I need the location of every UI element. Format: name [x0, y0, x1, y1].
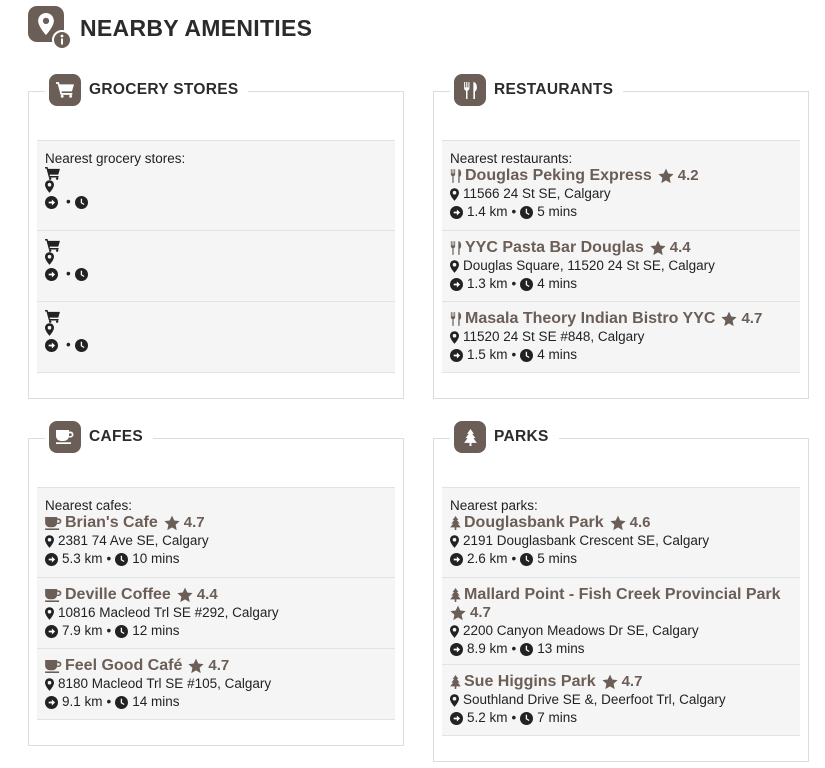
star-icon — [602, 674, 618, 690]
place-address: Douglas Square, 11520 24 St SE, Calgary — [463, 258, 715, 273]
star-icon — [164, 515, 180, 531]
parks-list — [442, 487, 800, 736]
travel-time: 4 mins — [537, 276, 578, 291]
rating: 4.7 — [470, 604, 491, 621]
distance: 2.6 km — [467, 551, 508, 566]
page-header — [28, 4, 312, 52]
list-item[interactable]: Mallard Point - Fish Creek Provincial Park 4.7 2200 Canyon Meadows Dr SE, Calgary 8.9 km • 13 mins — [442, 578, 800, 665]
place-name[interactable]: Deville Coffee — [65, 586, 171, 603]
map-pin-icon — [450, 260, 459, 273]
place-name[interactable]: Brian's Cafe — [65, 514, 158, 531]
page-title: NEARBY AMENITIES — [80, 14, 313, 41]
coffee-cup-icon — [45, 589, 62, 602]
grocery-list — [37, 140, 395, 373]
distance: 8.9 km — [467, 641, 508, 656]
arrow-circle-right-icon — [45, 196, 58, 209]
rating: 4.6 — [629, 514, 651, 531]
place-name[interactable]: Masala Theory Indian Bistro YYC — [465, 310, 716, 327]
clock-icon — [115, 553, 128, 566]
clock-icon — [520, 643, 533, 656]
distance: 9.1 km — [62, 694, 103, 709]
place-name[interactable]: Sue Higgins Park — [464, 673, 596, 690]
place-address: 8180 Macleod Trl SE #105, Calgary — [58, 676, 272, 691]
fork-knife-icon — [450, 169, 462, 183]
map-pin-icon — [45, 180, 54, 193]
list-item[interactable]: Masala Theory Indian Bistro YYC 4.7 11520 24 St SE #848, Calgary 1.5 km • 4 mins — [442, 302, 800, 373]
place-name[interactable]: Mallard Point - Fish Creek Provincial Park — [464, 586, 781, 603]
cafes-list — [37, 487, 395, 720]
arrow-circle-right-icon — [45, 625, 58, 638]
place-name[interactable]: Douglasbank Park — [464, 514, 604, 531]
star-icon — [650, 240, 666, 256]
tree-icon — [450, 588, 461, 602]
place-address: 10816 Macleod Trl SE #292, Calgary — [58, 605, 279, 620]
map-pin-icon — [450, 188, 459, 201]
place-address: 2200 Canyon Meadows Dr SE, Calgary — [463, 623, 699, 638]
list-item[interactable]: Nearest parks: Douglasbank Park 4.6 2191 Douglasbank Crescent SE, Calgary 2.6 km • 5 mins — [442, 488, 800, 578]
card-header — [45, 74, 248, 106]
list-intro: Nearest grocery stores: — [45, 151, 186, 166]
rating: 4.4 — [196, 586, 218, 603]
map-pin-icon — [450, 331, 459, 344]
coffee-cup-icon — [49, 421, 81, 453]
list-intro: Nearest cafes: — [45, 498, 133, 513]
arrow-circle-right-icon — [450, 206, 463, 219]
arrow-circle-right-icon — [45, 339, 58, 352]
travel-time: 10 mins — [132, 551, 180, 566]
star-icon — [188, 658, 204, 674]
travel-time: 7 mins — [537, 710, 578, 725]
card-header — [450, 421, 559, 453]
map-pin-info-icon — [28, 6, 72, 50]
card-title: PARKS — [494, 428, 549, 445]
arrow-circle-right-icon — [450, 712, 463, 725]
place-name[interactable]: Feel Good Café — [65, 657, 183, 674]
arrow-circle-right-icon — [450, 278, 463, 291]
clock-icon — [115, 625, 128, 638]
arrow-circle-right-icon — [450, 349, 463, 362]
cart-icon — [49, 74, 81, 106]
coffee-cup-icon — [45, 660, 62, 673]
card-title: GROCERY STORES — [89, 81, 239, 98]
arrow-circle-right-icon — [450, 643, 463, 656]
card-title: RESTAURANTS — [494, 81, 614, 98]
list-item[interactable]: Sue Higgins Park 4.7 Southland Drive SE &, Deerfoot Trl, Calgary 5.2 km • 7 mins — [442, 665, 800, 736]
travel-time: 5 mins — [537, 204, 578, 219]
list-item[interactable]: • — [37, 302, 395, 373]
place-address: 11566 24 St SE, Calgary — [463, 186, 611, 201]
tree-icon — [450, 516, 461, 530]
fork-knife-icon — [454, 74, 486, 106]
cafes-card — [28, 428, 404, 746]
clock-icon — [75, 339, 88, 352]
card-header — [45, 421, 153, 453]
place-name[interactable]: Douglas Peking Express — [465, 167, 652, 184]
arrow-circle-right-icon — [450, 553, 463, 566]
fork-knife-icon — [450, 241, 462, 255]
map-pin-icon — [450, 694, 459, 707]
travel-time: 13 mins — [537, 641, 585, 656]
map-pin-icon — [45, 323, 54, 336]
clock-icon — [520, 553, 533, 566]
rating: 4.7 — [183, 514, 205, 531]
list-item[interactable]: Nearest restaurants: Douglas Peking Express 4.2 11566 24 St SE, Calgary 1.4 km • 5 mins — [442, 141, 800, 231]
fork-knife-icon — [450, 312, 462, 326]
arrow-circle-right-icon — [45, 553, 58, 566]
clock-icon — [520, 278, 533, 291]
place-address: 2381 74 Ave SE, Calgary — [58, 533, 209, 548]
clock-icon — [520, 349, 533, 362]
grocery-stores-card — [28, 81, 404, 399]
place-address: Southland Drive SE &, Deerfoot Trl, Calgary — [463, 692, 726, 707]
place-name[interactable]: YYC Pasta Bar Douglas — [465, 239, 644, 256]
distance: 1.4 km — [467, 204, 508, 219]
list-intro: Nearest restaurants: — [450, 151, 573, 166]
travel-time: 4 mins — [537, 347, 578, 362]
map-pin-icon — [45, 607, 54, 620]
star-icon — [658, 168, 674, 184]
coffee-cup-icon — [45, 517, 62, 530]
clock-icon — [115, 696, 128, 709]
restaurants-card — [433, 81, 809, 399]
restaurants-list — [442, 140, 800, 373]
rating: 4.7 — [741, 310, 763, 327]
cart-icon — [45, 167, 60, 180]
clock-icon — [520, 206, 533, 219]
distance: 5.2 km — [467, 710, 508, 725]
arrow-circle-right-icon — [45, 268, 58, 281]
list-item[interactable]: • — [37, 231, 395, 302]
rating: 4.7 — [621, 673, 643, 690]
map-pin-icon — [45, 535, 54, 548]
map-pin-icon — [45, 678, 54, 691]
cart-icon — [45, 310, 60, 323]
distance: 7.9 km — [62, 623, 103, 638]
star-icon — [177, 587, 193, 603]
tree-icon — [454, 421, 486, 453]
travel-time: 12 mins — [132, 623, 180, 638]
rating: 4.4 — [669, 239, 691, 256]
star-icon — [721, 311, 737, 327]
star-icon — [450, 605, 466, 621]
place-address: 11520 24 St SE #848, Calgary — [463, 329, 645, 344]
arrow-circle-right-icon — [45, 696, 58, 709]
star-icon — [610, 515, 626, 531]
place-address: 2191 Douglasbank Crescent SE, Calgary — [463, 533, 710, 548]
list-item[interactable]: Feel Good Café 4.7 8180 Macleod Trl SE #105, Calgary 9.1 km • 14 mins — [37, 649, 395, 720]
map-pin-icon — [45, 252, 54, 265]
rating: 4.7 — [208, 657, 230, 674]
map-pin-icon — [450, 625, 459, 638]
travel-time: 14 mins — [132, 694, 180, 709]
list-item[interactable]: Nearest cafes: Brian's Cafe 4.7 2381 74 Ave SE, Calgary 5.3 km • 10 mins — [37, 488, 395, 578]
map-pin-icon — [450, 535, 459, 548]
travel-time: 5 mins — [537, 551, 578, 566]
clock-icon — [75, 268, 88, 281]
list-intro: Nearest parks: — [450, 498, 538, 513]
distance: 1.5 km — [467, 347, 508, 362]
clock-icon — [75, 196, 88, 209]
list-item[interactable]: Deville Coffee 4.4 10816 Macleod Trl SE #292, Calgary 7.9 km • 12 mins — [37, 578, 395, 649]
card-header — [450, 74, 623, 106]
cart-icon — [45, 239, 60, 252]
parks-card — [433, 428, 809, 762]
card-title: CAFES — [89, 428, 144, 445]
distance: 1.3 km — [467, 276, 508, 291]
distance: 5.3 km — [62, 551, 103, 566]
clock-icon — [520, 712, 533, 725]
list-item[interactable]: YYC Pasta Bar Douglas 4.4 Douglas Square, 11520 24 St SE, Calgary 1.3 km • 4 mins — [442, 231, 800, 302]
list-item[interactable]: Nearest grocery stores: • — [37, 141, 395, 231]
rating: 4.2 — [677, 167, 699, 184]
tree-icon — [450, 675, 461, 689]
